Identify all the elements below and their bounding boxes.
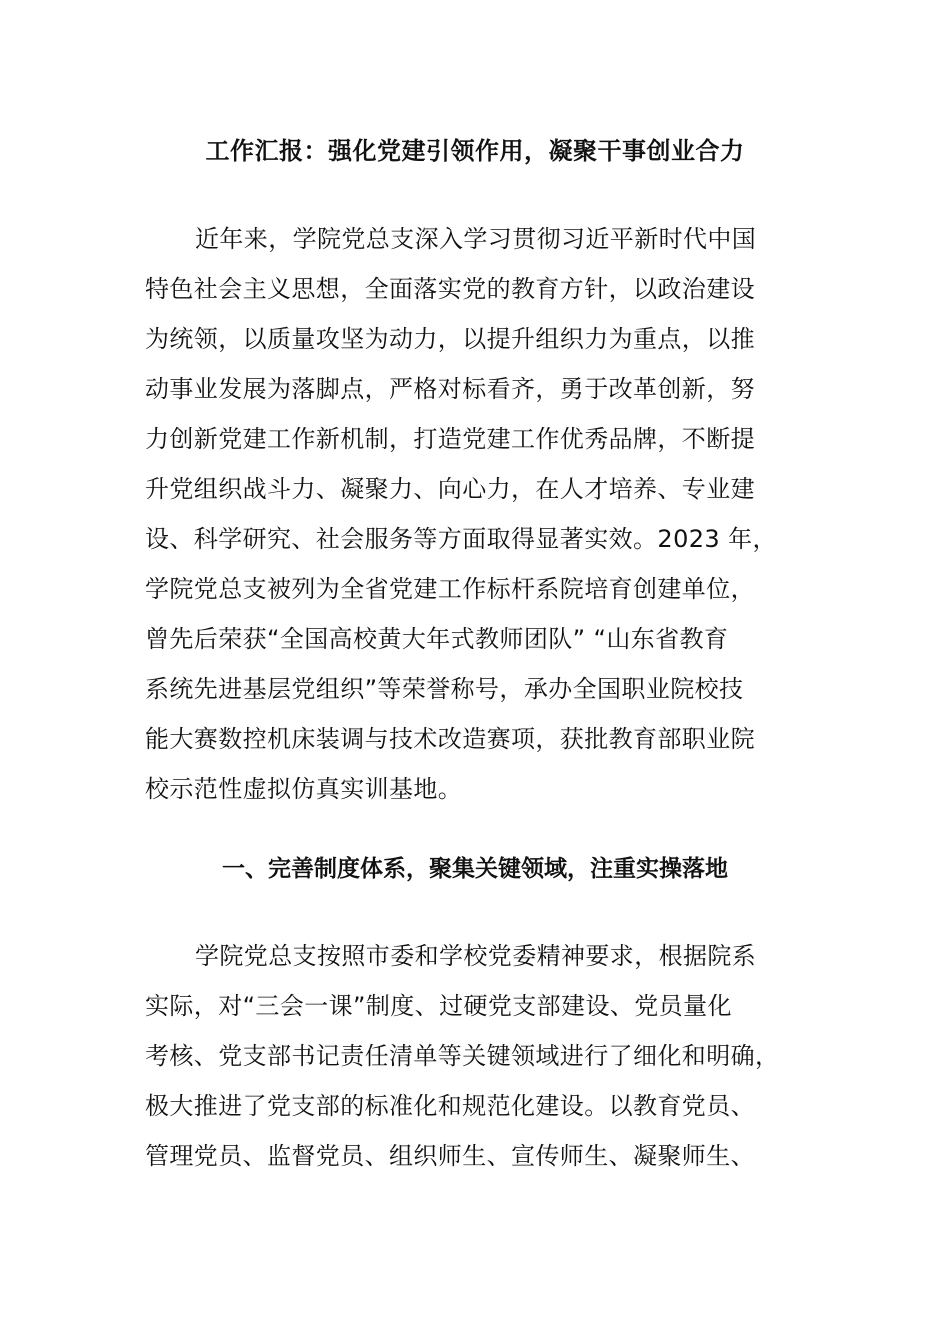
paragraph-line: 实际，对“三会一课”制度、过硬党支部建设、党员量化: [145, 992, 732, 1020]
paragraph-line: 特色社会主义思想，全面落实党的教育方针，以政治建设: [145, 275, 755, 303]
paragraph-line: 升党组织战斗力、凝聚力、向心力，在人才培养、专业建: [145, 475, 755, 503]
paragraph-line: 考核、党支部书记责任清单等关键领域进行了细化和明确，: [145, 1042, 780, 1070]
paragraph-line: 系统先进基层党组织”等荣誉称号，承办全国职业院校技: [145, 675, 744, 703]
paragraph-intro: [145, 214, 805, 814]
document-title: 工作汇报：强化党建引领作用，凝聚干事创业合力: [205, 137, 745, 165]
paragraph-line: 管理党员、监督党员、组织师生、宣传师生、凝聚师生、: [145, 1142, 755, 1170]
paragraph-line: 力创新党建工作新机制，打造党建工作优秀品牌，不断提: [145, 425, 755, 453]
paragraph-line: 学院党总支按照市委和学校党委精神要求，根据院系: [195, 942, 757, 970]
paragraph-line: 动事业发展为落脚点，严格对标看齐，勇于改革创新，努: [145, 375, 755, 403]
paragraph-line: 为统领，以质量攻坚为动力，以提升组织力为重点，以推: [145, 325, 755, 353]
paragraph-line: 校示范性虚拟仿真实训基地。: [145, 775, 463, 803]
paragraph-line: 能大赛数控机床装调与技术改造赛项，获批教育部职业院: [145, 725, 755, 753]
paragraph-section-1: [145, 931, 805, 1181]
paragraph-line: 学院党总支被列为全省党建工作标杆系院培育创建单位，: [145, 575, 755, 603]
paragraph-line: 曾先后荣获“全国高校黄大年式教师团队” “山东省教育: [145, 625, 729, 653]
paragraph-line: 极大推进了党支部的标准化和规范化建设。以教育党员、: [145, 1092, 755, 1120]
section-heading: 一、完善制度体系，聚集关键领域，注重实操落地: [222, 856, 728, 882]
paragraph-line: 设、科学研究、社会服务等方面取得显著实效。2023 年，: [145, 525, 777, 553]
paragraph-line: 近年来，学院党总支深入学习贯彻习近平新时代中国: [195, 225, 757, 253]
